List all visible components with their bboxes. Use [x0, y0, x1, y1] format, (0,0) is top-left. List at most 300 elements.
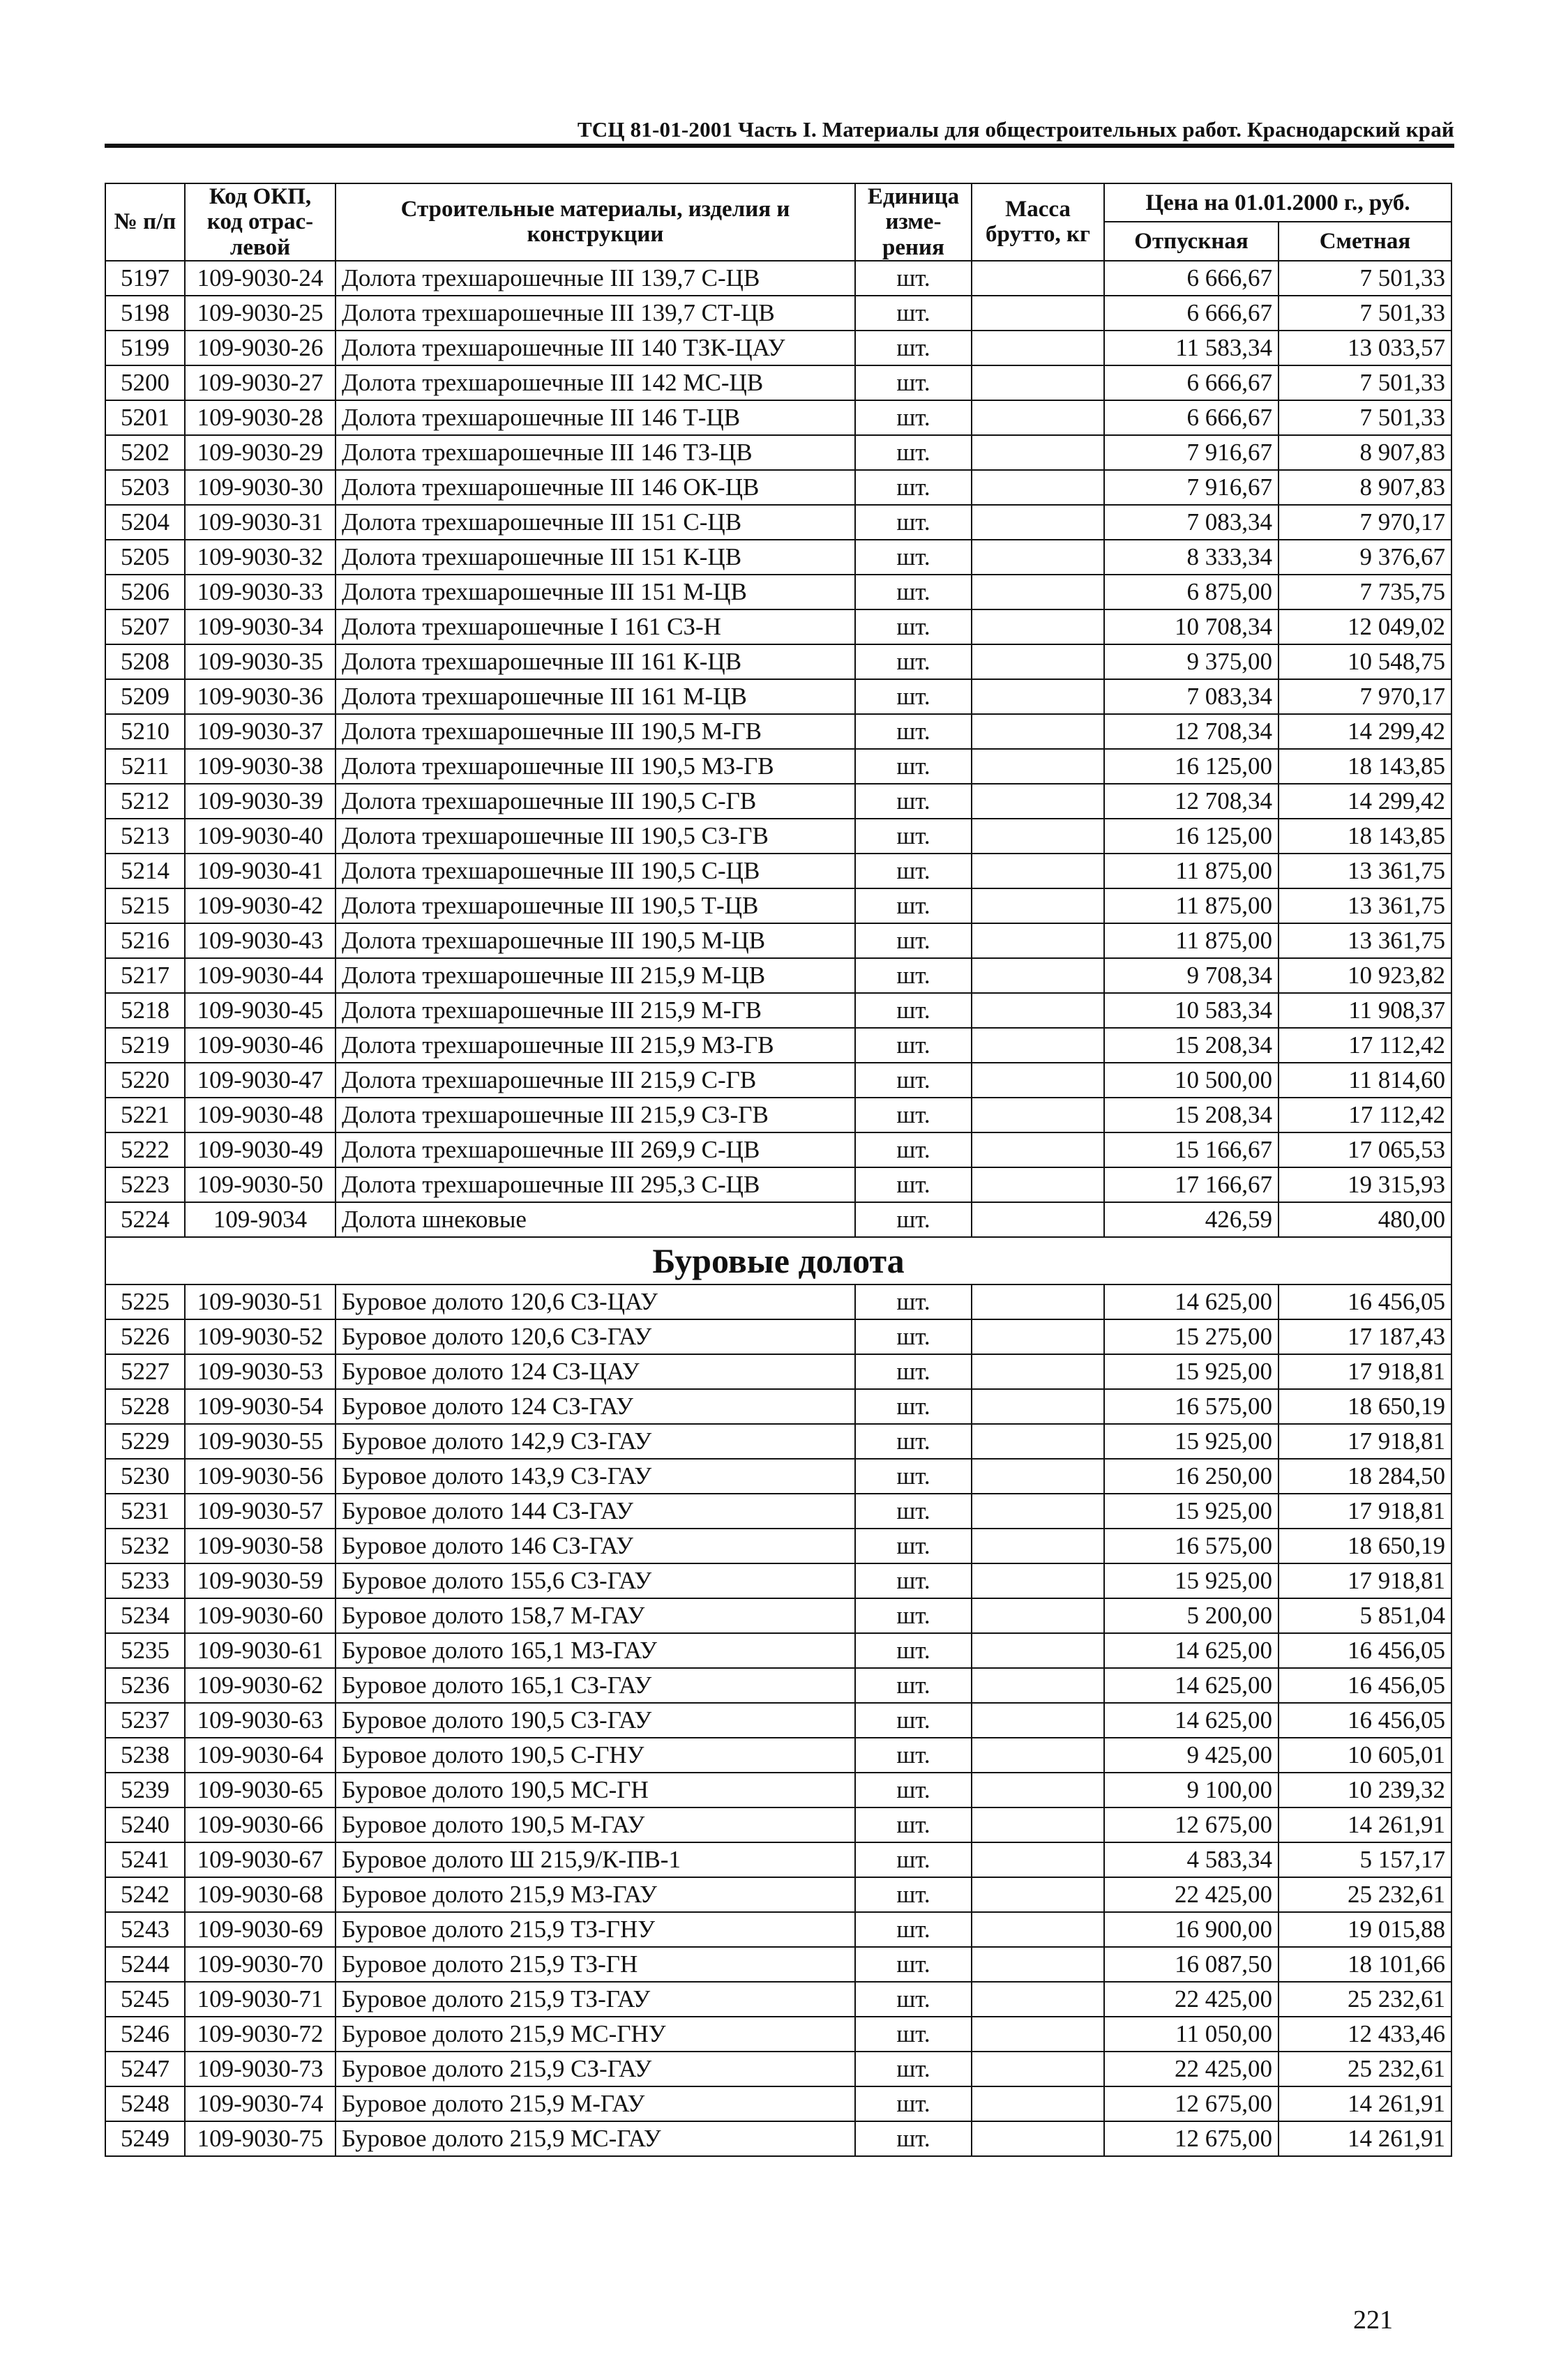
mass-cell	[972, 2052, 1104, 2086]
okp-code-cell: 109-9030-73	[185, 2052, 335, 2086]
release-price-cell: 17 166,67	[1104, 1167, 1279, 1202]
release-price-cell: 10 708,34	[1104, 609, 1279, 644]
estimate-price-cell: 9 376,67	[1279, 540, 1451, 575]
estimate-price-cell: 17 112,42	[1279, 1098, 1451, 1132]
material-name-cell: Долота трехшарошечные III 151 К-ЦВ	[335, 540, 855, 575]
row-number-cell: 5205	[105, 540, 185, 575]
estimate-price-cell: 16 456,05	[1279, 1703, 1451, 1738]
row-number-cell: 5215	[105, 888, 185, 923]
release-price-cell: 15 275,00	[1104, 1319, 1279, 1354]
estimate-price-cell: 25 232,61	[1279, 2052, 1451, 2086]
table-row	[105, 958, 1451, 993]
page-header-title: ТСЦ 81-01-2001 Часть I. Материалы для общестроительных работ. Краснодарский край	[577, 117, 1454, 142]
row-number-cell: 5209	[105, 679, 185, 714]
mass-cell	[972, 1098, 1104, 1132]
table-row	[105, 1773, 1451, 1807]
material-name-cell: Долота трехшарошечные III 190,5 М-ГВ	[335, 714, 855, 749]
okp-code-cell: 109-9030-24	[185, 261, 335, 296]
estimate-price-cell: 13 361,75	[1279, 923, 1451, 958]
row-number-cell: 5218	[105, 993, 185, 1028]
unit-cell: шт.	[855, 1494, 972, 1529]
material-name-cell: Долота трехшарошечные III 161 М-ЦВ	[335, 679, 855, 714]
okp-code-cell: 109-9030-50	[185, 1167, 335, 1202]
release-price-cell: 16 575,00	[1104, 1529, 1279, 1563]
header-code: Код ОКП, код отрас-левой	[185, 183, 335, 261]
mass-cell	[972, 1633, 1104, 1668]
release-price-cell: 16 125,00	[1104, 749, 1279, 784]
mass-cell	[972, 435, 1104, 470]
unit-cell: шт.	[855, 749, 972, 784]
table-row	[105, 1284, 1451, 1319]
material-name-cell: Буровое долото 155,6 СЗ-ГАУ	[335, 1563, 855, 1598]
unit-cell: шт.	[855, 1389, 972, 1424]
release-price-cell: 15 925,00	[1104, 1354, 1279, 1389]
okp-code-cell: 109-9030-49	[185, 1132, 335, 1167]
table-row	[105, 854, 1451, 888]
estimate-price-cell: 7 501,33	[1279, 365, 1451, 400]
material-name-cell: Долота трехшарошечные III 161 К-ЦВ	[335, 644, 855, 679]
material-name-cell: Буровое долото 120,6 СЗ-ГАУ	[335, 1319, 855, 1354]
estimate-price-cell: 18 284,50	[1279, 1459, 1451, 1494]
row-number-cell: 5204	[105, 505, 185, 540]
material-name-cell: Буровое долото 143,9 СЗ-ГАУ	[335, 1459, 855, 1494]
material-name-cell: Долота трехшарошечные III 151 С-ЦВ	[335, 505, 855, 540]
estimate-price-cell: 18 143,85	[1279, 819, 1451, 854]
estimate-price-cell: 7 970,17	[1279, 679, 1451, 714]
unit-cell: шт.	[855, 470, 972, 505]
estimate-price-cell: 18 650,19	[1279, 1389, 1451, 1424]
mass-cell	[972, 2086, 1104, 2121]
row-number-cell: 5244	[105, 1947, 185, 1982]
material-name-cell: Долота шнековые	[335, 1202, 855, 1237]
release-price-cell: 16 900,00	[1104, 1912, 1279, 1947]
row-number-cell: 5211	[105, 749, 185, 784]
release-price-cell: 11 583,34	[1104, 331, 1279, 365]
okp-code-cell: 109-9030-45	[185, 993, 335, 1028]
release-price-cell: 8 333,34	[1104, 540, 1279, 575]
release-price-cell: 10 500,00	[1104, 1063, 1279, 1098]
unit-cell: шт.	[855, 1167, 972, 1202]
release-price-cell: 10 583,34	[1104, 993, 1279, 1028]
unit-cell: шт.	[855, 1132, 972, 1167]
material-name-cell: Долота трехшарошечные III 139,7 СТ-ЦВ	[335, 296, 855, 331]
table-row	[105, 1563, 1451, 1598]
okp-code-cell: 109-9030-74	[185, 2086, 335, 2121]
material-name-cell: Буровое долото 144 СЗ-ГАУ	[335, 1494, 855, 1529]
release-price-cell: 14 625,00	[1104, 1668, 1279, 1703]
row-number-cell: 5217	[105, 958, 185, 993]
row-number-cell: 5200	[105, 365, 185, 400]
row-number-cell: 5221	[105, 1098, 185, 1132]
estimate-price-cell: 17 918,81	[1279, 1354, 1451, 1389]
table-row	[105, 1703, 1451, 1738]
okp-code-cell: 109-9030-57	[185, 1494, 335, 1529]
unit-cell: шт.	[855, 2086, 972, 2121]
estimate-price-cell: 17 065,53	[1279, 1132, 1451, 1167]
mass-cell	[972, 296, 1104, 331]
estimate-price-cell: 19 315,93	[1279, 1167, 1451, 1202]
material-name-cell: Долота трехшарошечные III 190,5 С-ЦВ	[335, 854, 855, 888]
row-number-cell: 5223	[105, 1167, 185, 1202]
header-unit: Единица изме-рения	[855, 183, 972, 261]
release-price-cell: 22 425,00	[1104, 2052, 1279, 2086]
table-row	[105, 261, 1451, 296]
material-name-cell: Буровое долото 165,1 МЗ-ГАУ	[335, 1633, 855, 1668]
table-row	[105, 2086, 1451, 2121]
mass-cell	[972, 540, 1104, 575]
estimate-price-cell: 13 361,75	[1279, 854, 1451, 888]
release-price-cell: 11 875,00	[1104, 854, 1279, 888]
release-price-cell: 426,59	[1104, 1202, 1279, 1237]
table-head	[105, 183, 1451, 261]
estimate-price-cell: 17 918,81	[1279, 1424, 1451, 1459]
table-row	[105, 1598, 1451, 1633]
release-price-cell: 14 625,00	[1104, 1703, 1279, 1738]
estimate-price-cell: 25 232,61	[1279, 1982, 1451, 2017]
table-row	[105, 1132, 1451, 1167]
unit-cell: шт.	[855, 1459, 972, 1494]
unit-cell: шт.	[855, 1284, 972, 1319]
mass-cell	[972, 1319, 1104, 1354]
estimate-price-cell: 10 239,32	[1279, 1773, 1451, 1807]
unit-cell: шт.	[855, 505, 972, 540]
row-number-cell: 5230	[105, 1459, 185, 1494]
release-price-cell: 15 925,00	[1104, 1563, 1279, 1598]
unit-cell: шт.	[855, 1563, 972, 1598]
release-price-cell: 22 425,00	[1104, 1877, 1279, 1912]
mass-cell	[972, 1284, 1104, 1319]
release-price-cell: 12 675,00	[1104, 2086, 1279, 2121]
okp-code-cell: 109-9030-41	[185, 854, 335, 888]
row-number-cell: 5241	[105, 1842, 185, 1877]
table-row	[105, 1354, 1451, 1389]
unit-cell: шт.	[855, 1773, 972, 1807]
okp-code-cell: 109-9030-28	[185, 400, 335, 435]
okp-code-cell: 109-9034	[185, 1202, 335, 1237]
mass-cell	[972, 888, 1104, 923]
mass-cell	[972, 365, 1104, 400]
unit-cell: шт.	[855, 714, 972, 749]
mass-cell	[972, 784, 1104, 819]
estimate-price-cell: 16 456,05	[1279, 1668, 1451, 1703]
row-number-cell: 5247	[105, 2052, 185, 2086]
mass-cell	[972, 2121, 1104, 2156]
row-number-cell: 5224	[105, 1202, 185, 1237]
material-name-cell: Буровое долото 190,5 М-ГАУ	[335, 1807, 855, 1842]
okp-code-cell: 109-9030-54	[185, 1389, 335, 1424]
estimate-price-cell: 5 851,04	[1279, 1598, 1451, 1633]
table-row	[105, 365, 1451, 400]
row-number-cell: 5243	[105, 1912, 185, 1947]
mass-cell	[972, 819, 1104, 854]
mass-cell	[972, 1598, 1104, 1633]
release-price-cell: 7 083,34	[1104, 505, 1279, 540]
release-price-cell: 15 208,34	[1104, 1098, 1279, 1132]
okp-code-cell: 109-9030-65	[185, 1773, 335, 1807]
header-rule	[105, 144, 1454, 148]
row-number-cell: 5245	[105, 1982, 185, 2017]
header-mass: Масса брутто, кг	[972, 183, 1104, 261]
mass-cell	[972, 1529, 1104, 1563]
table-row	[105, 1668, 1451, 1703]
release-price-cell: 11 875,00	[1104, 888, 1279, 923]
row-number-cell: 5219	[105, 1028, 185, 1063]
material-name-cell: Долота трехшарошечные III 215,9 С-ГВ	[335, 1063, 855, 1098]
mass-cell	[972, 1703, 1104, 1738]
row-number-cell: 5228	[105, 1389, 185, 1424]
mass-cell	[972, 331, 1104, 365]
estimate-price-cell: 5 157,17	[1279, 1842, 1451, 1877]
okp-code-cell: 109-9030-51	[185, 1284, 335, 1319]
release-price-cell: 6 666,67	[1104, 400, 1279, 435]
unit-cell: шт.	[855, 435, 972, 470]
mass-cell	[972, 749, 1104, 784]
unit-cell: шт.	[855, 1982, 972, 2017]
release-price-cell: 15 208,34	[1104, 1028, 1279, 1063]
unit-cell: шт.	[855, 819, 972, 854]
unit-cell: шт.	[855, 854, 972, 888]
unit-cell: шт.	[855, 2017, 972, 2052]
table-row	[105, 1424, 1451, 1459]
unit-cell: шт.	[855, 331, 972, 365]
okp-code-cell: 109-9030-63	[185, 1703, 335, 1738]
release-price-cell: 12 708,34	[1104, 784, 1279, 819]
page-number: 221	[1353, 2305, 1393, 2335]
material-name-cell: Буровое долото 215,9 ТЗ-ГНУ	[335, 1912, 855, 1947]
table-row	[105, 1167, 1451, 1202]
table-row	[105, 1947, 1451, 1982]
okp-code-cell: 109-9030-34	[185, 609, 335, 644]
mass-cell	[972, 1807, 1104, 1842]
material-name-cell: Долота трехшарошечные III 269,9 С-ЦВ	[335, 1132, 855, 1167]
release-price-cell: 14 625,00	[1104, 1284, 1279, 1319]
unit-cell: шт.	[855, 1738, 972, 1773]
table-row	[105, 1807, 1451, 1842]
release-price-cell: 9 100,00	[1104, 1773, 1279, 1807]
table-row	[105, 575, 1451, 609]
unit-cell: шт.	[855, 609, 972, 644]
material-name-cell: Буровое долото 190,5 СЗ-ГАУ	[335, 1703, 855, 1738]
release-price-cell: 7 916,67	[1104, 435, 1279, 470]
table-row	[105, 923, 1451, 958]
unit-cell: шт.	[855, 1202, 972, 1237]
table-row	[105, 1063, 1451, 1098]
material-name-cell: Буровое долото 215,9 МС-ГАУ	[335, 2121, 855, 2156]
okp-code-cell: 109-9030-27	[185, 365, 335, 400]
estimate-price-cell: 7 501,33	[1279, 296, 1451, 331]
table-row	[105, 1738, 1451, 1773]
release-price-cell: 9 375,00	[1104, 644, 1279, 679]
unit-cell: шт.	[855, 1063, 972, 1098]
row-number-cell: 5249	[105, 2121, 185, 2156]
mass-cell	[972, 575, 1104, 609]
release-price-cell: 16 125,00	[1104, 819, 1279, 854]
okp-code-cell: 109-9030-33	[185, 575, 335, 609]
material-name-cell: Долота трехшарошечные III 215,9 МЗ-ГВ	[335, 1028, 855, 1063]
estimate-price-cell: 16 456,05	[1279, 1633, 1451, 1668]
header-estimate-price: Сметная	[1279, 222, 1451, 260]
unit-cell: шт.	[855, 1912, 972, 1947]
table-row	[105, 470, 1451, 505]
estimate-price-cell: 17 918,81	[1279, 1563, 1451, 1598]
release-price-cell: 5 200,00	[1104, 1598, 1279, 1633]
row-number-cell: 5236	[105, 1668, 185, 1703]
mass-cell	[972, 923, 1104, 958]
mass-cell	[972, 1354, 1104, 1389]
unit-cell: шт.	[855, 1598, 972, 1633]
release-price-cell: 15 925,00	[1104, 1494, 1279, 1529]
material-name-cell: Буровое долото 124 СЗ-ЦАУ	[335, 1354, 855, 1389]
estimate-price-cell: 12 049,02	[1279, 609, 1451, 644]
okp-code-cell: 109-9030-48	[185, 1098, 335, 1132]
mass-cell	[972, 1389, 1104, 1424]
estimate-price-cell: 25 232,61	[1279, 1877, 1451, 1912]
mass-cell	[972, 1877, 1104, 1912]
estimate-price-cell: 8 907,83	[1279, 470, 1451, 505]
table-body-boring-bits	[105, 1284, 1451, 2156]
mass-cell	[972, 1167, 1104, 1202]
material-name-cell: Буровое долото 215,9 ТЗ-ГН	[335, 1947, 855, 1982]
table-row	[105, 888, 1451, 923]
unit-cell: шт.	[855, 1098, 972, 1132]
header-name: Строительные материалы, изделия и конструкции	[335, 183, 855, 261]
row-number-cell: 5214	[105, 854, 185, 888]
estimate-price-cell: 18 650,19	[1279, 1529, 1451, 1563]
okp-code-cell: 109-9030-43	[185, 923, 335, 958]
material-name-cell: Долота трехшарошечные III 215,9 М-ГВ	[335, 993, 855, 1028]
mass-cell	[972, 261, 1104, 296]
material-name-cell: Долота трехшарошечные III 190,5 МЗ-ГВ	[335, 749, 855, 784]
unit-cell: шт.	[855, 1807, 972, 1842]
table-row	[105, 714, 1451, 749]
table-row	[105, 679, 1451, 714]
mass-cell	[972, 1947, 1104, 1982]
table-row	[105, 505, 1451, 540]
table-row	[105, 749, 1451, 784]
row-number-cell: 5234	[105, 1598, 185, 1633]
okp-code-cell: 109-9030-40	[185, 819, 335, 854]
mass-cell	[972, 609, 1104, 644]
estimate-price-cell: 10 605,01	[1279, 1738, 1451, 1773]
mass-cell	[972, 400, 1104, 435]
row-number-cell: 5229	[105, 1424, 185, 1459]
release-price-cell: 15 166,67	[1104, 1132, 1279, 1167]
table-row	[105, 296, 1451, 331]
release-price-cell: 22 425,00	[1104, 1982, 1279, 2017]
table-row	[105, 2121, 1451, 2156]
release-price-cell: 12 708,34	[1104, 714, 1279, 749]
release-price-cell: 11 875,00	[1104, 923, 1279, 958]
mass-cell	[972, 470, 1104, 505]
material-name-cell: Буровое долото 165,1 СЗ-ГАУ	[335, 1668, 855, 1703]
unit-cell: шт.	[855, 1028, 972, 1063]
row-number-cell: 5227	[105, 1354, 185, 1389]
unit-cell: шт.	[855, 261, 972, 296]
okp-code-cell: 109-9030-38	[185, 749, 335, 784]
mass-cell	[972, 1424, 1104, 1459]
okp-code-cell: 109-9030-75	[185, 2121, 335, 2156]
row-number-cell: 5239	[105, 1773, 185, 1807]
unit-cell: шт.	[855, 2052, 972, 2086]
row-number-cell: 5207	[105, 609, 185, 644]
row-number-cell: 5212	[105, 784, 185, 819]
row-number-cell: 5216	[105, 923, 185, 958]
material-name-cell: Долота трехшарошечные III 146 ТЗ-ЦВ	[335, 435, 855, 470]
row-number-cell: 5240	[105, 1807, 185, 1842]
release-price-cell: 4 583,34	[1104, 1842, 1279, 1877]
mass-cell	[972, 1494, 1104, 1529]
table-row	[105, 400, 1451, 435]
material-name-cell: Долота трехшарошечные III 215,9 М-ЦВ	[335, 958, 855, 993]
material-name-cell: Буровое долото 215,9 СЗ-ГАУ	[335, 2052, 855, 2086]
material-name-cell: Буровое долото 215,9 МС-ГНУ	[335, 2017, 855, 2052]
row-number-cell: 5202	[105, 435, 185, 470]
release-price-cell: 9 425,00	[1104, 1738, 1279, 1773]
okp-code-cell: 109-9030-59	[185, 1563, 335, 1598]
mass-cell	[972, 958, 1104, 993]
unit-cell: шт.	[855, 1319, 972, 1354]
material-name-cell: Буровое долото 215,9 М-ГАУ	[335, 2086, 855, 2121]
material-name-cell: Буровое долото 124 СЗ-ГАУ	[335, 1389, 855, 1424]
estimate-price-cell: 11 814,60	[1279, 1063, 1451, 1098]
mass-cell	[972, 1028, 1104, 1063]
release-price-cell: 7 083,34	[1104, 679, 1279, 714]
material-name-cell: Буровое долото 142,9 СЗ-ГАУ	[335, 1424, 855, 1459]
table-row	[105, 1028, 1451, 1063]
okp-code-cell: 109-9030-37	[185, 714, 335, 749]
row-number-cell: 5237	[105, 1703, 185, 1738]
estimate-price-cell: 14 299,42	[1279, 784, 1451, 819]
estimate-price-cell: 17 187,43	[1279, 1319, 1451, 1354]
table-row	[105, 1202, 1451, 1237]
mass-cell	[972, 1063, 1104, 1098]
okp-code-cell: 109-9030-64	[185, 1738, 335, 1773]
table-row	[105, 1389, 1451, 1424]
okp-code-cell: 109-9030-29	[185, 435, 335, 470]
material-name-cell: Долота трехшарошечные III 142 МС-ЦВ	[335, 365, 855, 400]
material-name-cell: Долота трехшарошечные III 139,7 С-ЦВ	[335, 261, 855, 296]
table-row	[105, 2017, 1451, 2052]
unit-cell: шт.	[855, 1633, 972, 1668]
okp-code-cell: 109-9030-58	[185, 1529, 335, 1563]
table-row	[105, 1459, 1451, 1494]
okp-code-cell: 109-9030-52	[185, 1319, 335, 1354]
material-name-cell: Долота трехшарошечные III 140 ТЗК-ЦАУ	[335, 331, 855, 365]
okp-code-cell: 109-9030-56	[185, 1459, 335, 1494]
estimate-price-cell: 10 923,82	[1279, 958, 1451, 993]
row-number-cell: 5246	[105, 2017, 185, 2052]
release-price-cell: 16 250,00	[1104, 1459, 1279, 1494]
row-number-cell: 5199	[105, 331, 185, 365]
mass-cell	[972, 2017, 1104, 2052]
table-row	[105, 1098, 1451, 1132]
unit-cell: шт.	[855, 575, 972, 609]
okp-code-cell: 109-9030-53	[185, 1354, 335, 1389]
unit-cell: шт.	[855, 784, 972, 819]
mass-cell	[972, 1842, 1104, 1877]
okp-code-cell: 109-9030-72	[185, 2017, 335, 2052]
material-name-cell: Буровое долото 120,6 СЗ-ЦАУ	[335, 1284, 855, 1319]
material-name-cell: Долота трехшарошечные III 190,5 С-ГВ	[335, 784, 855, 819]
estimate-price-cell: 14 261,91	[1279, 2121, 1451, 2156]
okp-code-cell: 109-9030-36	[185, 679, 335, 714]
okp-code-cell: 109-9030-26	[185, 331, 335, 365]
table-row	[105, 1877, 1451, 1912]
release-price-cell: 9 708,34	[1104, 958, 1279, 993]
header-price-group: Цена на 01.01.2000 г., руб.	[1104, 183, 1451, 222]
okp-code-cell: 109-9030-35	[185, 644, 335, 679]
estimate-price-cell: 18 143,85	[1279, 749, 1451, 784]
